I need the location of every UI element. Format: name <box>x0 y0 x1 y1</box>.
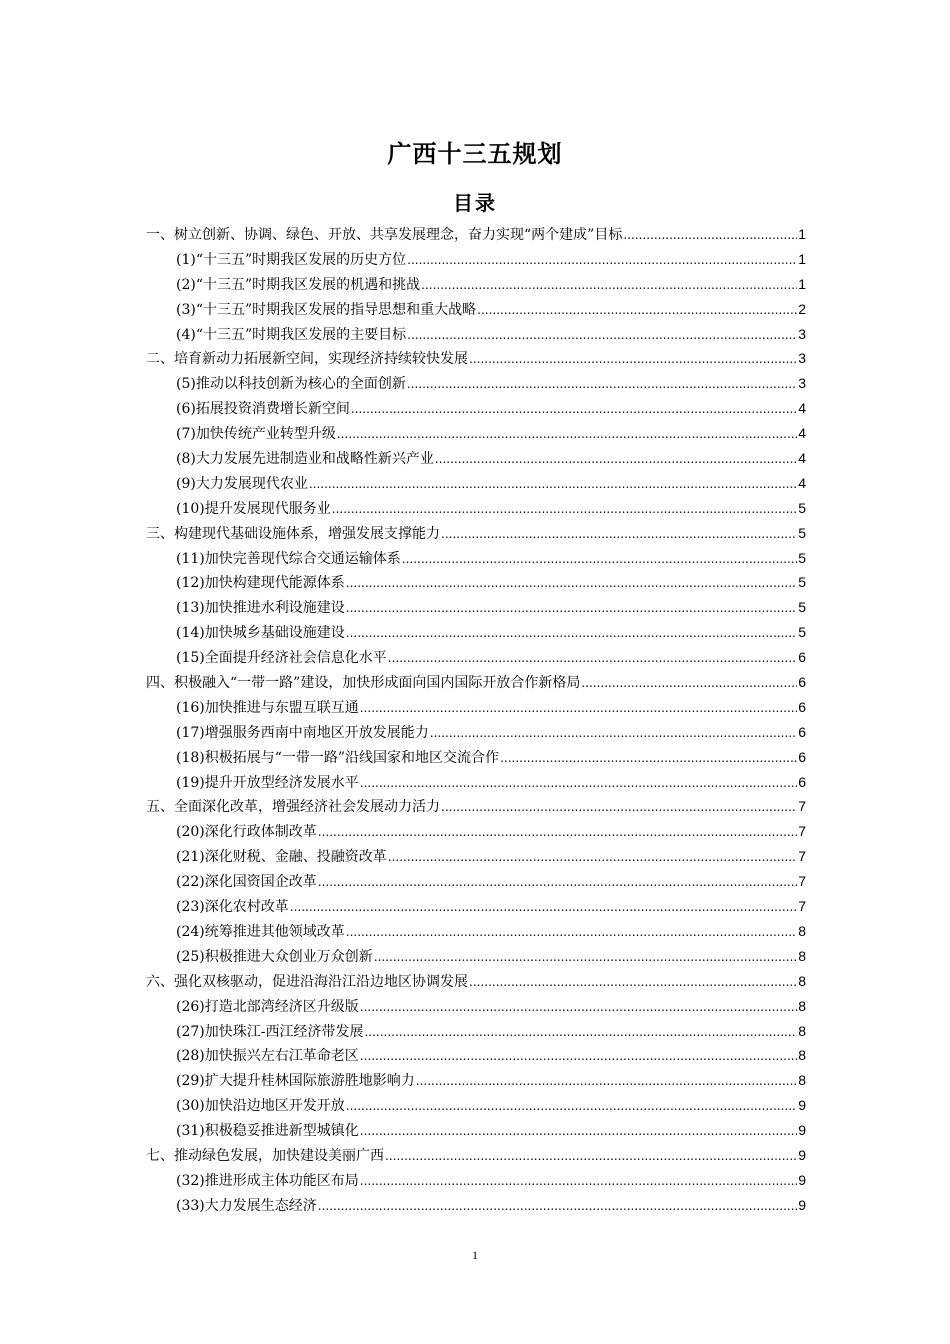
toc-entry-page-number: 5 <box>798 574 806 591</box>
toc-entry-page-number: 4 <box>798 474 806 491</box>
toc-section-entry[interactable] <box>146 1021 806 1046</box>
toc-dot-leader <box>435 452 797 466</box>
toc-section-entry[interactable] <box>146 896 806 921</box>
toc-entry-page-number: 8 <box>798 922 806 939</box>
toc-chapter-entry[interactable] <box>146 971 806 996</box>
toc-dot-leader <box>360 1174 797 1188</box>
toc-dot-leader <box>346 1099 797 1113</box>
toc-dot-leader <box>388 850 797 864</box>
table-of-contents <box>146 224 806 1220</box>
toc-dot-leader <box>469 975 797 989</box>
toc-dot-leader <box>402 552 797 566</box>
toc-entry-page-number: 6 <box>798 773 806 790</box>
toc-entry-page-number: 4 <box>798 425 806 442</box>
toc-entry-page-number: 4 <box>798 400 806 417</box>
toc-section-entry[interactable] <box>146 373 806 398</box>
toc-chapter-entry[interactable] <box>146 224 806 249</box>
toc-section-entry[interactable] <box>146 398 806 423</box>
toc-entry-page-number: 5 <box>798 624 806 641</box>
toc-entry-text: (26)打造北部湾经济区升级版 <box>176 998 359 1015</box>
toc-entry-page-number: 1 <box>798 226 806 242</box>
toc-entry-page-number: 7 <box>798 873 806 890</box>
toc-dot-leader <box>318 1199 797 1213</box>
toc-chapter-entry[interactable] <box>146 523 806 548</box>
toc-entry-text: 七、推动绿色发展，加快建设美丽广西 <box>146 1147 384 1164</box>
toc-entry-page-number: 7 <box>798 848 806 865</box>
toc-dot-leader <box>346 576 797 590</box>
toc-section-entry[interactable] <box>146 1195 806 1220</box>
toc-entry-text: (12)加快构建现代能源体系 <box>176 575 345 592</box>
toc-dot-leader <box>337 427 797 441</box>
toc-dot-leader <box>469 352 797 366</box>
toc-entry-text: (29)扩大提升桂林国际旅游胜地影响力 <box>176 1073 415 1090</box>
toc-entry-page-number: 8 <box>798 1047 806 1064</box>
toc-entry-text: (3)“十三五”时期我区发展的指导思想和重大战略 <box>176 301 477 318</box>
toc-entry-page-number: 6 <box>798 649 806 666</box>
toc-entry-page-number: 5 <box>798 549 806 566</box>
toc-entry-text: (1)“十三五”时期我区发展的历史方位 <box>176 251 407 268</box>
toc-dot-leader <box>407 328 797 342</box>
toc-section-entry[interactable] <box>146 274 806 299</box>
toc-dot-leader <box>388 651 797 665</box>
toc-dot-leader <box>385 1149 797 1163</box>
toc-chapter-entry[interactable] <box>146 672 806 697</box>
toc-entry-text: (7)加快传统产业转型升级 <box>176 426 336 443</box>
toc-entry-text: (8)大力发展先进制造业和战略性新兴产业 <box>176 451 434 468</box>
toc-entry-page-number: 3 <box>798 375 806 392</box>
toc-section-entry[interactable] <box>146 1095 806 1120</box>
toc-entry-text: (23)深化农村改革 <box>176 899 289 916</box>
toc-dot-leader <box>346 925 797 939</box>
toc-entry-page-number: 8 <box>798 1022 806 1039</box>
toc-dot-leader <box>360 701 797 715</box>
toc-entry-text: 一、树立创新、协调、绿色、开放、共享发展理念，奋力实现“两个建成”目标 <box>146 227 623 243</box>
toc-entry-page-number: 1 <box>798 275 806 292</box>
toc-entry-text: (24)统筹推进其他领域改革 <box>176 923 345 940</box>
toc-section-entry[interactable] <box>146 871 806 896</box>
toc-entry-page-number: 7 <box>798 823 806 840</box>
toc-entry-page-number: 8 <box>798 947 806 964</box>
toc-section-entry[interactable] <box>146 1170 806 1195</box>
toc-section-entry[interactable] <box>146 921 806 946</box>
toc-dot-leader <box>309 477 797 491</box>
toc-section-entry[interactable] <box>146 597 806 622</box>
toc-section-entry[interactable] <box>146 647 806 672</box>
toc-dot-leader <box>364 1025 797 1039</box>
toc-entry-page-number: 9 <box>798 1146 806 1163</box>
toc-chapter-entry[interactable] <box>146 1145 806 1170</box>
toc-section-entry[interactable] <box>146 996 806 1021</box>
toc-entry-text: (22)深化国资国企改革 <box>176 874 317 891</box>
toc-entry-page-number: 5 <box>798 499 806 516</box>
toc-entry-text: (28)加快振兴左右江革命老区 <box>176 1048 359 1065</box>
toc-dot-leader <box>290 900 797 914</box>
toc-entry-page-number: 8 <box>798 972 806 989</box>
toc-chapter-entry[interactable] <box>146 348 806 373</box>
toc-entry-text: (4)“十三五”时期我区发展的主要目标 <box>176 326 407 343</box>
toc-dot-leader <box>623 228 797 242</box>
toc-entry-text: (27)加快珠江-西江经济带发展 <box>176 1023 364 1040</box>
page-number: 1 <box>472 1248 478 1262</box>
toc-entry-text: 六、强化双核驱动，促进沿海沿江沿边地区协调发展 <box>146 973 468 990</box>
toc-section-entry[interactable] <box>146 946 806 971</box>
toc-entry-page-number: 1 <box>798 250 806 267</box>
toc-entry-text: (11)加快完善现代综合交通运输体系 <box>176 550 401 567</box>
toc-entry-text: (18)积极拓展与“一带一路”沿线国家和地区交流合作 <box>176 749 500 766</box>
toc-entry-text: (6)拓展投资消费增长新空间 <box>176 401 350 418</box>
toc-section-entry[interactable] <box>146 572 806 597</box>
toc-entry-page-number: 5 <box>798 524 806 541</box>
toc-entry-page-number: 9 <box>798 1122 806 1139</box>
toc-entry-page-number: 6 <box>798 723 806 740</box>
toc-entry-text: (16)加快推进与东盟互联互通 <box>176 699 359 716</box>
toc-entry-page-number: 6 <box>798 698 806 715</box>
toc-dot-leader <box>416 1074 797 1088</box>
toc-dot-leader <box>360 1124 797 1138</box>
toc-section-entry[interactable] <box>146 821 806 846</box>
toc-section-entry[interactable] <box>146 324 806 349</box>
toc-section-entry[interactable] <box>146 1120 806 1145</box>
toc-entry-page-number: 6 <box>798 674 806 691</box>
toc-entry-page-number: 9 <box>798 1196 806 1213</box>
toc-entry-page-number: 2 <box>798 300 806 317</box>
toc-section-entry[interactable] <box>146 722 806 747</box>
toc-dot-leader <box>441 527 797 541</box>
toc-entry-page-number: 7 <box>798 798 806 815</box>
toc-section-entry[interactable] <box>146 249 806 274</box>
toc-section-entry[interactable] <box>146 846 806 871</box>
toc-dot-leader <box>360 1000 797 1014</box>
toc-entry-page-number: 6 <box>798 748 806 765</box>
toc-entry-page-number: 8 <box>798 1072 806 1089</box>
toc-entry-text: (31)积极稳妥推进新型城镇化 <box>176 1123 359 1140</box>
toc-entry-text: (10)提升发展现代服务业 <box>176 500 331 517</box>
toc-dot-leader <box>332 502 797 516</box>
toc-dot-leader <box>374 950 797 964</box>
toc-dot-leader <box>351 402 797 416</box>
toc-entry-text: (25)积极推进大众创业万众创新 <box>176 948 373 965</box>
toc-entry-text: (13)加快推进水利设施建设 <box>176 600 345 617</box>
toc-section-entry[interactable] <box>146 498 806 523</box>
toc-section-entry[interactable] <box>146 448 806 473</box>
toc-section-entry[interactable] <box>146 1045 806 1070</box>
toc-section-entry[interactable] <box>146 299 806 324</box>
toc-entry-text: (20)深化行政体制改革 <box>176 824 317 841</box>
document-title: 广西十三五规划 <box>387 140 563 168</box>
toc-entry-text: 二、培育新动力拓展新空间，实现经济持续较快发展 <box>146 351 468 368</box>
toc-entry-text: (14)加快城乡基础设施建设 <box>176 625 345 642</box>
toc-entry-page-number: 5 <box>798 599 806 616</box>
toc-dot-leader <box>477 303 797 317</box>
toc-heading: 目录 <box>453 191 497 215</box>
toc-section-entry[interactable] <box>146 423 806 448</box>
toc-dot-leader <box>318 875 797 889</box>
toc-section-entry[interactable] <box>146 548 806 573</box>
toc-dot-leader <box>407 377 797 391</box>
toc-dot-leader <box>360 1049 797 1063</box>
toc-section-entry[interactable] <box>146 772 806 797</box>
toc-dot-leader <box>421 278 797 292</box>
toc-section-entry[interactable] <box>146 747 806 772</box>
toc-dot-leader <box>441 800 797 814</box>
toc-entry-text: (30)加快沿边地区开发开放 <box>176 1098 345 1115</box>
toc-entry-text: (33)大力发展生态经济 <box>176 1197 317 1214</box>
toc-entry-page-number: 7 <box>798 898 806 915</box>
toc-section-entry[interactable] <box>146 697 806 722</box>
toc-chapter-entry[interactable] <box>146 796 806 821</box>
toc-dot-leader <box>500 751 797 765</box>
toc-entry-text: (2)“十三五”时期我区发展的机遇和挑战 <box>176 276 421 293</box>
toc-dot-leader <box>360 776 797 790</box>
toc-entry-text: 四、积极融入“一带一路”建设，加快形成面向国内国际开放合作新格局 <box>146 675 581 692</box>
toc-dot-leader <box>430 726 797 740</box>
toc-entry-text: 五、全面深化改革，增强经济社会发展动力活力 <box>146 799 440 816</box>
toc-section-entry[interactable] <box>146 622 806 647</box>
toc-entry-text: (32)推进形成主体功能区布局 <box>176 1172 359 1189</box>
toc-entry-text: (17)增强服务西南中南地区开放发展能力 <box>176 724 429 741</box>
toc-entry-page-number: 4 <box>798 450 806 467</box>
toc-entry-text: (21)深化财税、金融、投融资改革 <box>176 849 387 866</box>
toc-entry-text: 三、构建现代基础设施体系，增强发展支撑能力 <box>146 525 440 542</box>
toc-entry-page-number: 3 <box>798 325 806 342</box>
toc-entry-text: (5)推动以科技创新为核心的全面创新 <box>176 376 406 393</box>
toc-dot-leader <box>581 676 797 690</box>
toc-entry-text: (9)大力发展现代农业 <box>176 475 308 492</box>
toc-section-entry[interactable] <box>146 1070 806 1095</box>
toc-dot-leader <box>407 253 797 267</box>
toc-entry-text: (15)全面提升经济社会信息化水平 <box>176 650 387 667</box>
toc-entry-page-number: 8 <box>798 997 806 1014</box>
toc-dot-leader <box>346 601 797 615</box>
toc-dot-leader <box>346 626 797 640</box>
toc-entry-page-number: 9 <box>798 1171 806 1188</box>
toc-section-entry[interactable] <box>146 473 806 498</box>
toc-entry-page-number: 3 <box>798 350 806 367</box>
toc-entry-page-number: 9 <box>798 1097 806 1114</box>
toc-dot-leader <box>318 825 797 839</box>
toc-entry-text: (19)提升开放型经济发展水平 <box>176 774 359 791</box>
